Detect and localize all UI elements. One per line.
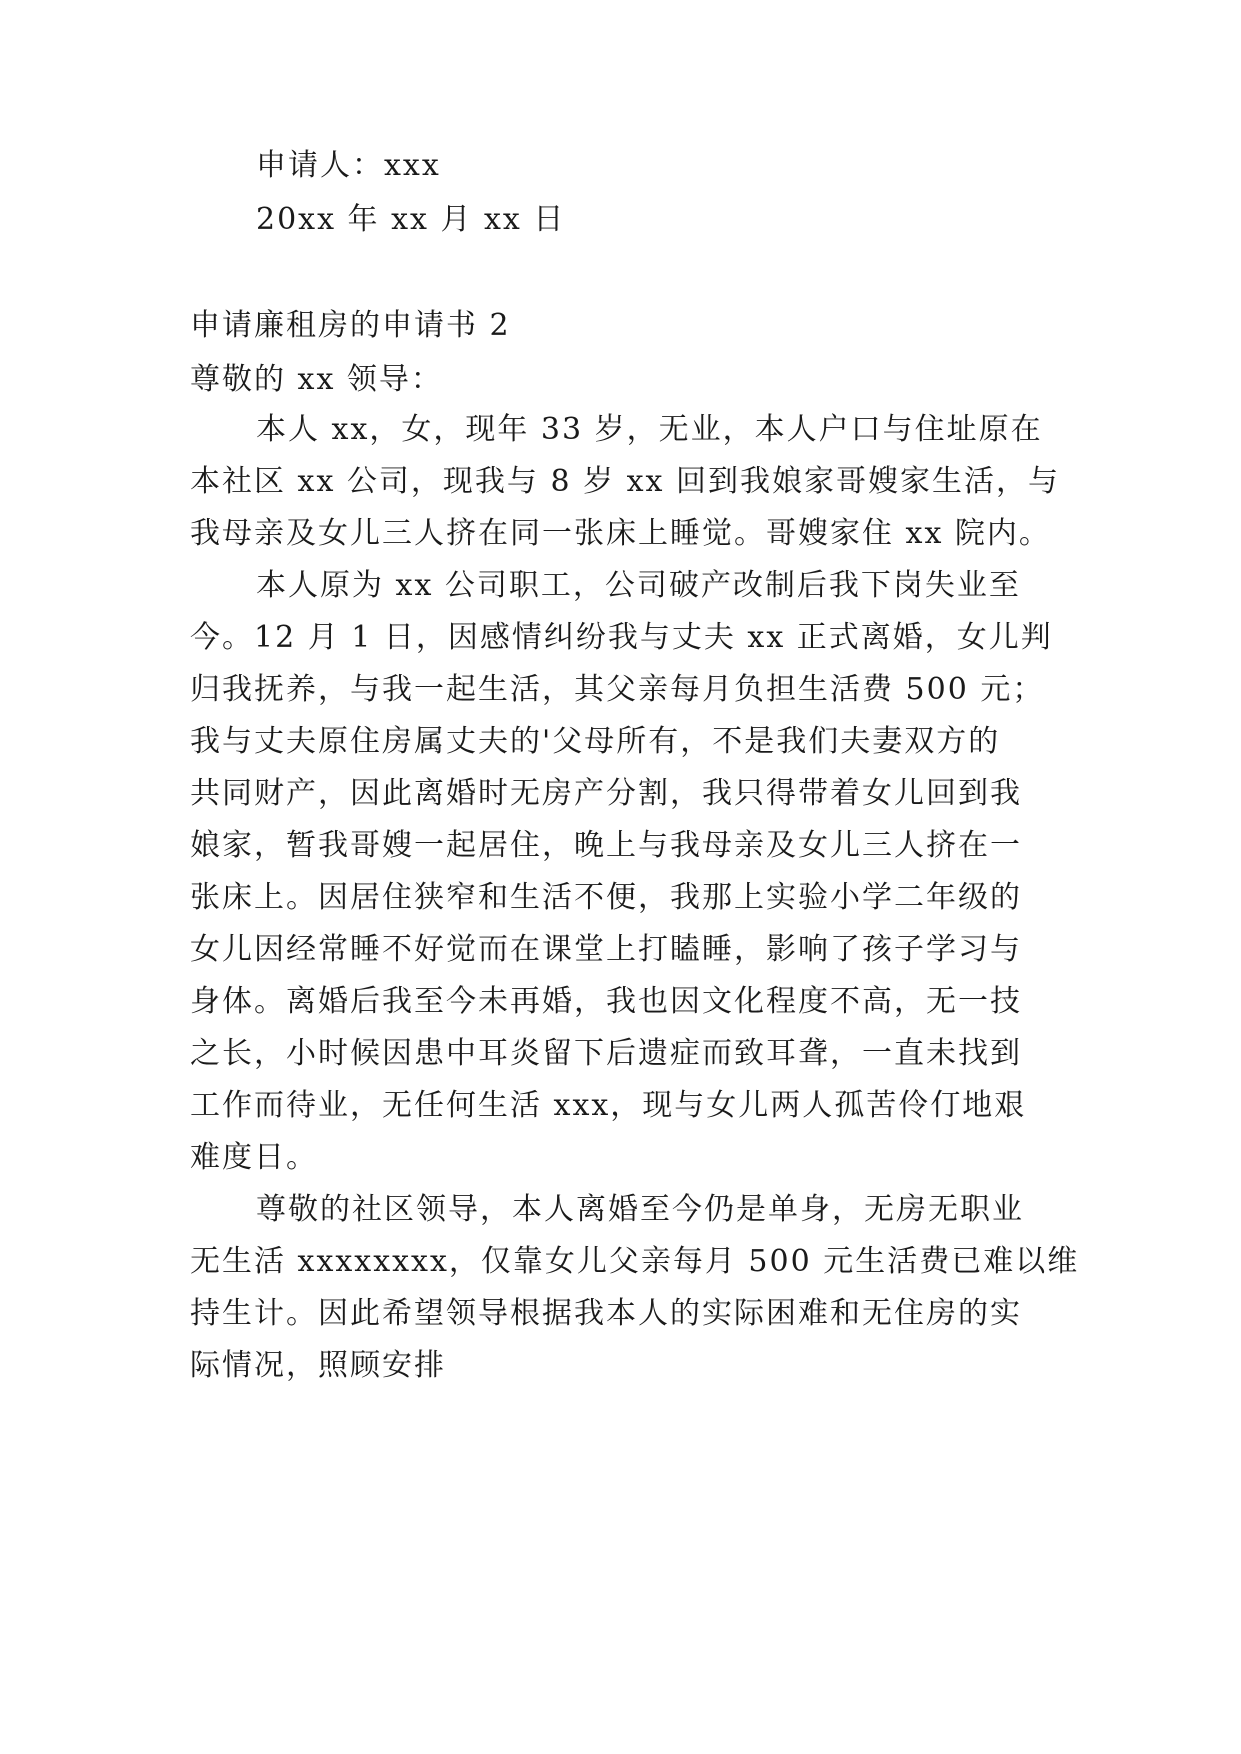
document-title: 申请廉租房的申请书 2 [190, 308, 511, 343]
paragraph2-line-4: 我与丈夫原住房属丈夫的'父母所有，不是我们夫妻双方的 [190, 724, 1001, 759]
applicant-line: 申请人：xxx [256, 148, 441, 183]
paragraph2-line-12: 难度日。 [190, 1140, 318, 1175]
paragraph1-line-1: 本人 xx，女，现年 33 岁，无业，本人户口与住址原在 [256, 412, 1043, 447]
paragraph3-line-4: 际情况，照顾安排 [190, 1348, 446, 1383]
paragraph2-line-1: 本人原为 xx 公司职工，公司破产改制后我下岗失业至 [256, 568, 1021, 603]
date-line: 20xx 年 xx 月 xx 日 [256, 202, 566, 237]
paragraph2-line-7: 张床上。因居住狭窄和生活不便，我那上实验小学二年级的 [190, 880, 1022, 915]
paragraph2-line-9: 身体。离婚后我至今未再婚，我也因文化程度不高，无一技 [190, 984, 1022, 1019]
paragraph2-line-11: 工作而待业，无任何生活 xxx，现与女儿两人孤苦伶仃地艰 [190, 1088, 1027, 1123]
paragraph2-line-2: 今。12 月 1 日，因感情纠纷我与丈夫 xx 正式离婚，女儿判 [190, 620, 1053, 655]
paragraph2-line-8: 女儿因经常睡不好觉而在课堂上打瞌睡，影响了孩子学习与 [190, 932, 1022, 967]
paragraph3-line-1: 尊敬的社区领导，本人离婚至今仍是单身，无房无职业 [256, 1192, 1024, 1227]
paragraph1-line-3: 我母亲及女儿三人挤在同一张床上睡觉。哥嫂家住 xx 院内。 [190, 516, 1051, 551]
paragraph3-line-3: 持生计。因此希望领导根据我本人的实际困难和无住房的实 [190, 1296, 1022, 1331]
paragraph2-line-10: 之长，小时候因患中耳炎留下后遗症而致耳聋，一直未找到 [190, 1036, 1022, 1071]
paragraph2-line-5: 共同财产，因此离婚时无房产分割，我只得带着女儿回到我 [190, 776, 1022, 811]
paragraph2-line-3: 归我抚养，与我一起生活，其父亲每月负担生活费 500 元； [190, 672, 1045, 707]
paragraph2-line-6: 娘家，暂我哥嫂一起居住，晚上与我母亲及女儿三人挤在一 [190, 828, 1022, 863]
paragraph3-line-2: 无生活 xxxxxxxx，仅靠女儿父亲每月 500 元生活费已难以维 [190, 1244, 1080, 1279]
salutation: 尊敬的 xx 领导： [190, 362, 443, 397]
paragraph1-line-2: 本社区 xx 公司，现我与 8 岁 xx 回到我娘家哥嫂家生活，与 [190, 464, 1060, 499]
